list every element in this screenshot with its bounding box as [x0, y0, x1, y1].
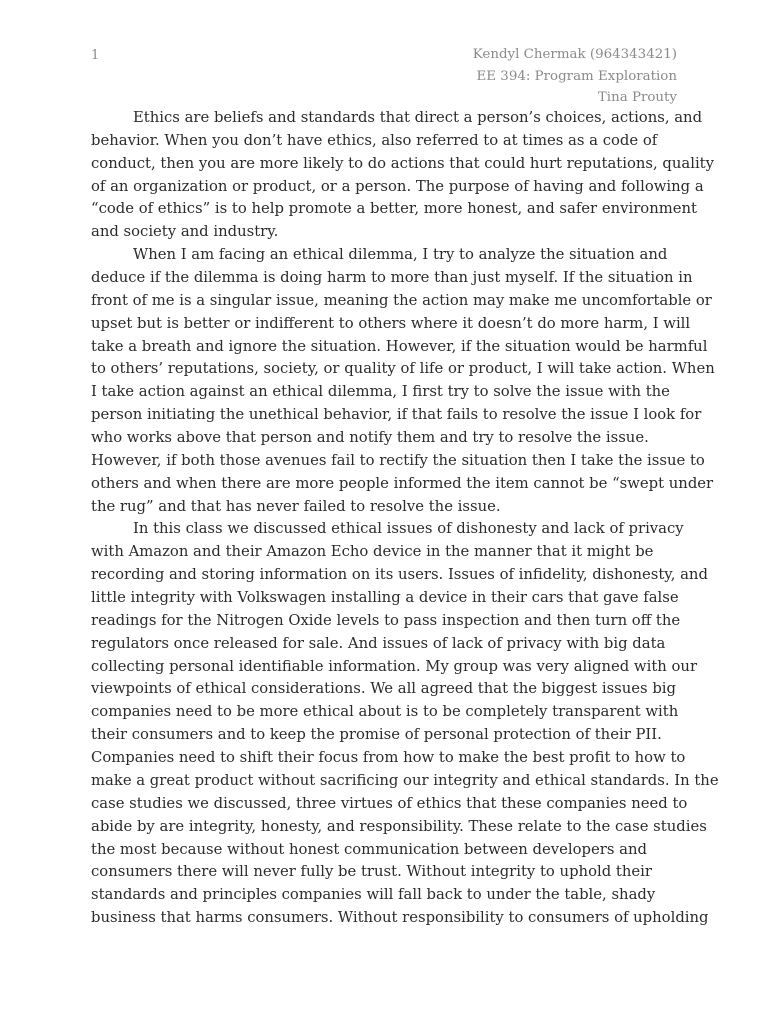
- document-body: [91, 107, 719, 930]
- paragraph-class-discussion: [91, 518, 719, 929]
- text-line: with Amazon and their Amazon Echo device in the manner that it might be: [91, 543, 654, 561]
- paragraph-ethics-definition: [91, 107, 714, 244]
- text-line: When I am facing an ethical dilemma, I try to analyze the situation and: [133, 246, 668, 264]
- text-line: and society and industry.: [91, 223, 279, 241]
- course-line: EE 394: Program Exploration: [476, 68, 677, 84]
- document-header: [473, 44, 677, 109]
- text-line: conduct, then you are more likely to do actions that could hurt reputations, quality: [91, 154, 714, 172]
- text-line: Ethics are beliefs and standards that direct a person’s choices, actions, and: [133, 109, 703, 126]
- text-line: consumers there will never fully be trust. Without integrity to uphold their: [91, 863, 652, 881]
- text-line: others and when there are more people informed the item cannot be “swept under: [91, 474, 714, 492]
- text-line: abide by are integrity, honesty, and responsibility. These relate to the case studies: [91, 817, 707, 835]
- text-line: take a breath and ignore the situation. However, if the situation would be harmful: [91, 337, 708, 355]
- text-line: deduce if the dilemma is doing harm to more than just myself. If the situation in: [91, 269, 693, 287]
- text-line: behavior. When you don’t have ethics, also referred to at times as a code of: [91, 131, 658, 149]
- author-line: Kendyl Chermak (964343421): [472, 47, 677, 62]
- text-line: the rug” and that has never failed to resolve the issue.: [91, 497, 501, 515]
- text-line: business that harms consumers. Without responsibility to consumers of upholding: [91, 909, 709, 927]
- text-line: case studies we discussed, three virtues of ethics that these companies need to: [91, 794, 688, 812]
- text-line: front of me is a singular issue, meaning the action may make me uncomfortable or: [91, 291, 712, 309]
- text-line: recording and storing information on its users. Issues of infidelity, dishonesty, and: [91, 566, 708, 584]
- text-line: companies need to be more ethical about is to be completely transparent with: [91, 703, 679, 721]
- text-line: little integrity with Volkswagen installing a device in their cars that gave false: [91, 589, 679, 607]
- paragraph-ethical-dilemma: [91, 244, 715, 518]
- text-line: “code of ethics” is to help promote a better, more honest, and safer environment: [91, 200, 697, 218]
- text-line: of an organization or product, or a person. The purpose of having and following a: [91, 177, 704, 195]
- text-line: regulators once released for sale. And issues of lack of privacy with big data: [91, 634, 666, 652]
- text-line: I take action against an ethical dilemma, I first try to solve the issue with the: [91, 383, 670, 401]
- text-line: However, if both those avenues fail to rectify the situation then I take the issue to: [91, 451, 705, 469]
- instructor-line: Tina Prouty: [597, 90, 677, 105]
- text-line: who works above that person and notify them and try to resolve the issue.: [91, 429, 649, 447]
- text-line: standards and principles companies will fall back to under the table, shady: [91, 886, 656, 904]
- text-line: to others’ reputations, society, or quality of life or product, I will take action. When: [91, 360, 715, 378]
- text-line: the most because without honest communication between developers and: [91, 840, 647, 858]
- text-line: person initiating the unethical behavior, if that fails to resolve the issue I look for: [91, 406, 702, 424]
- text-line: collecting personal identifiable information. My group was very aligned with our: [91, 657, 698, 675]
- page-number: 1: [91, 48, 100, 63]
- text-line: upset but is better or indifferent to others where it doesn’t do more harm, I will: [91, 314, 691, 332]
- text-line: readings for the Nitrogen Oxide levels to pass inspection and then turn off the: [91, 611, 681, 629]
- text-line: their consumers and to keep the promise of personal protection of their PII.: [91, 726, 662, 744]
- text-line: viewpoints of ethical considerations. We all agreed that the biggest issues big: [91, 680, 677, 698]
- text-line: make a great product without sacrificing our integrity and ethical standards. In the: [91, 771, 719, 789]
- text-line: In this class we discussed ethical issues of dishonesty and lack of privacy: [133, 520, 684, 538]
- text-line: Companies need to shift their focus from how to make the best profit to how to: [91, 749, 686, 767]
